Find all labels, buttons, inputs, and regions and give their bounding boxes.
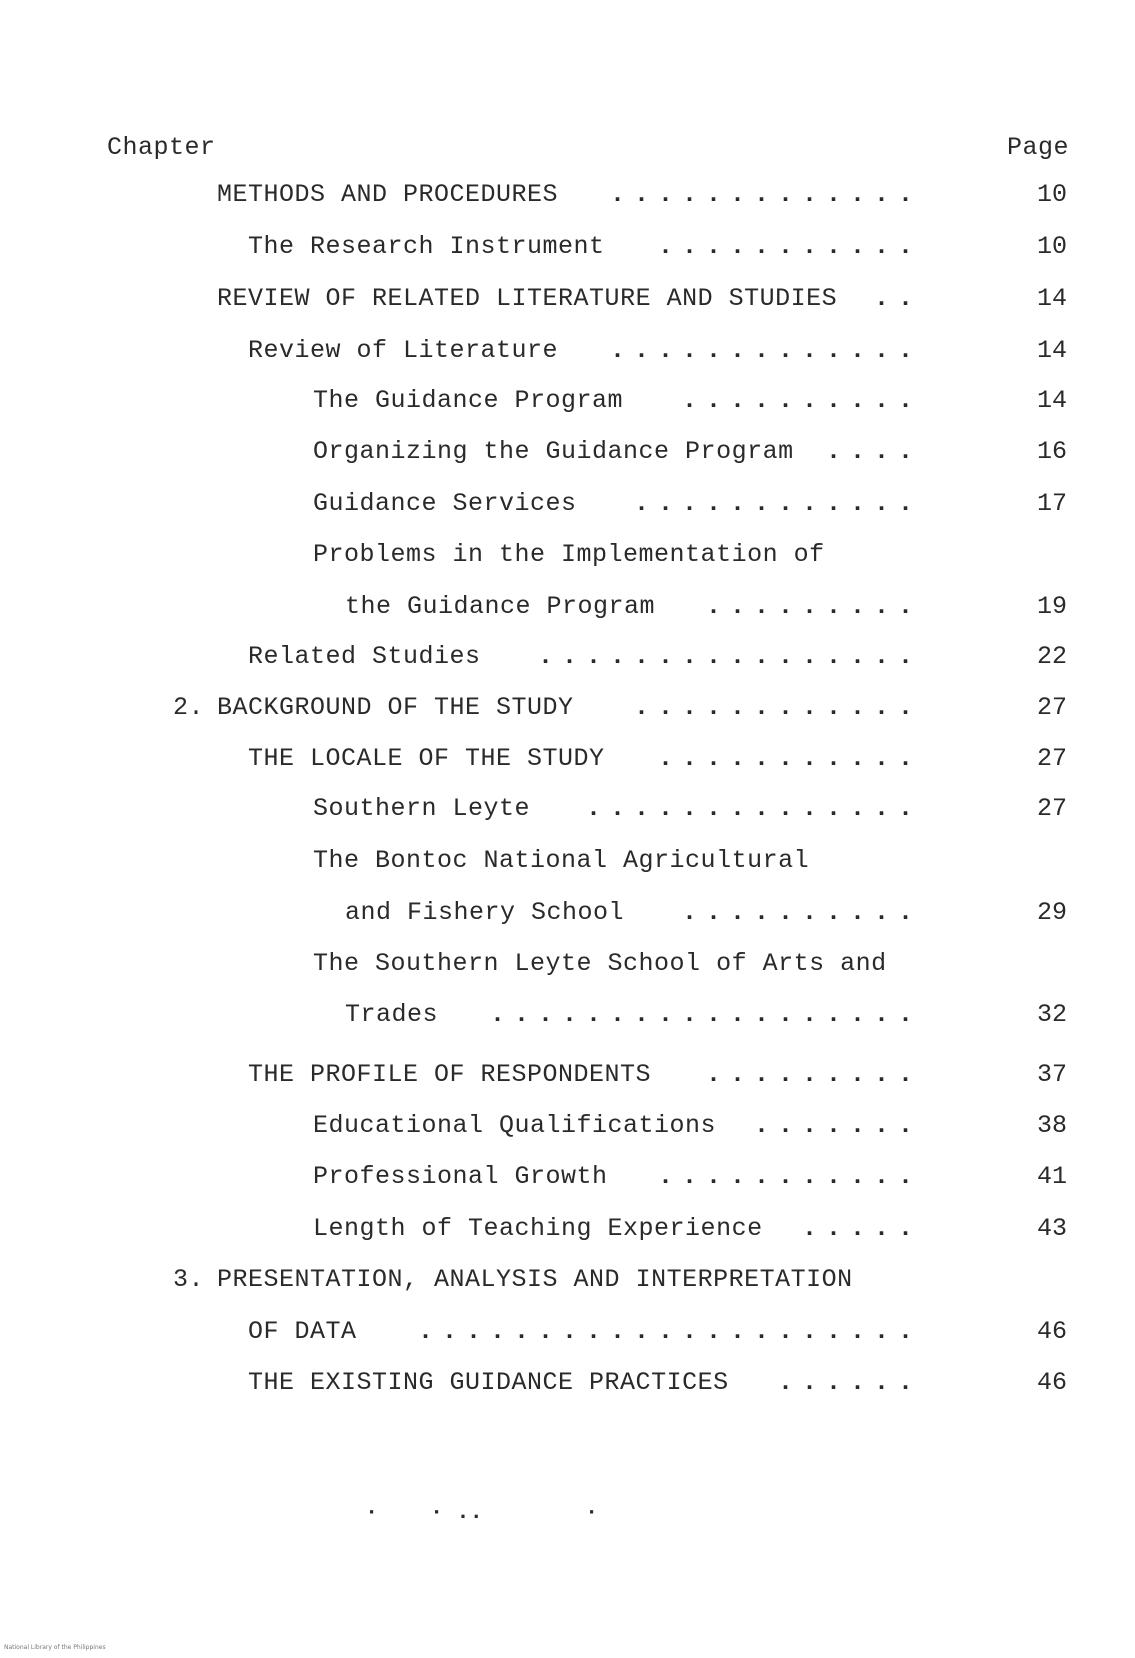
toc-entry <box>0 284 1135 314</box>
toc-title: The Research Instrument <box>248 232 605 261</box>
toc-entry <box>0 232 1135 262</box>
toc-entry <box>0 744 1135 774</box>
toc-title: BACKGROUND OF THE STUDY <box>217 693 574 722</box>
toc-title: The Guidance Program <box>313 386 624 415</box>
toc-entry <box>0 592 1135 622</box>
leader-dots: .......... <box>681 898 922 927</box>
toc-title: PRESENTATION, ANALYSIS AND INTERPRETATION <box>217 1265 853 1294</box>
toc-entry <box>0 1060 1135 1090</box>
toc-title: The Bontoc National Agricultural <box>313 846 810 875</box>
page-number: 38 <box>1036 1111 1067 1140</box>
decorative-specks: · <box>365 1500 379 1525</box>
page-number: 37 <box>1036 1060 1067 1089</box>
toc-entry <box>0 1162 1135 1192</box>
page-number: 46 <box>1036 1317 1067 1346</box>
leader-dots: ................ <box>537 642 922 671</box>
page-number: 27 <box>1036 693 1067 722</box>
page-number: 29 <box>1036 898 1067 927</box>
leader-dots: ............. <box>609 180 922 209</box>
page-number: 14 <box>1036 284 1067 313</box>
toc-entry <box>0 846 1135 876</box>
toc-entry <box>0 489 1135 519</box>
toc-entry <box>0 693 1135 723</box>
chapter-header: Chapter <box>107 133 216 162</box>
toc-entry <box>0 437 1135 467</box>
leader-dots: .... <box>825 437 922 466</box>
leader-dots: .......... <box>681 386 922 415</box>
toc-title: THE LOCALE OF THE STUDY <box>248 744 605 773</box>
decorative-specks: · .. <box>430 1500 483 1525</box>
toc-entry <box>0 386 1135 416</box>
leader-dots: ........... <box>657 232 922 261</box>
footer-watermark: National Library of the Philippines <box>4 1644 106 1651</box>
leader-dots: ......... <box>705 1060 922 1089</box>
leader-dots: ..................... <box>417 1317 922 1346</box>
toc-title: Guidance Services <box>313 489 577 518</box>
toc-entry <box>0 794 1135 824</box>
toc-title: Organizing the Guidance Program <box>313 437 794 466</box>
page-number: 10 <box>1036 232 1067 261</box>
toc-entry <box>0 1000 1135 1030</box>
leader-dots: ........... <box>657 1162 922 1191</box>
toc-title: Length of Teaching Experience <box>313 1214 763 1243</box>
page-number: 10 <box>1036 180 1067 209</box>
toc-entry <box>0 1317 1135 1347</box>
toc-entry <box>0 1368 1135 1398</box>
toc-title: THE EXISTING GUIDANCE PRACTICES <box>248 1368 729 1397</box>
page-number: 19 <box>1036 592 1067 621</box>
toc-entry <box>0 180 1135 210</box>
toc-title: the Guidance Program <box>345 592 656 621</box>
toc-title: Review of Literature <box>248 336 559 365</box>
toc-entry <box>0 898 1135 928</box>
toc-title: The Southern Leyte School of Arts and <box>313 949 887 978</box>
leader-dots: ........... <box>657 744 922 773</box>
page-number: 22 <box>1036 642 1067 671</box>
page-number: 41 <box>1036 1162 1067 1191</box>
leader-dots: ............ <box>633 693 922 722</box>
decorative-specks: · <box>585 1500 599 1525</box>
toc-title: Southern Leyte <box>313 794 531 823</box>
page-header: Page <box>1006 133 1069 162</box>
leader-dots: .. <box>873 284 922 313</box>
page-number: 32 <box>1036 1000 1067 1029</box>
toc-entry <box>0 949 1135 979</box>
page-number: 27 <box>1036 794 1067 823</box>
toc-entry <box>0 1265 1135 1295</box>
toc-title: THE PROFILE OF RESPONDENTS <box>248 1060 652 1089</box>
toc-entry <box>0 1111 1135 1141</box>
page-number: 43 <box>1036 1214 1067 1243</box>
toc-title: Related Studies <box>248 642 481 671</box>
toc-entry <box>0 1214 1135 1244</box>
toc-entry <box>0 642 1135 672</box>
leader-dots: ...... <box>777 1368 922 1397</box>
page-number: 17 <box>1036 489 1067 518</box>
toc-title: Educational Qualifications <box>313 1111 717 1140</box>
leader-dots: ..... <box>801 1214 922 1243</box>
toc-entry <box>0 540 1135 570</box>
toc-entry <box>0 336 1135 366</box>
leader-dots: ....... <box>753 1111 922 1140</box>
toc-title: REVIEW OF RELATED LITERATURE AND STUDIES <box>217 284 838 313</box>
leader-dots: .............. <box>585 794 922 823</box>
leader-dots: ............. <box>609 336 922 365</box>
toc-title: and Fishery School <box>345 898 625 927</box>
toc-title: METHODS AND PROCEDURES <box>217 180 559 209</box>
toc-title: Professional Growth <box>313 1162 608 1191</box>
leader-dots: ......... <box>705 592 922 621</box>
leader-dots: .................. <box>489 1000 922 1029</box>
toc-title: OF DATA <box>248 1317 357 1346</box>
page-number: 46 <box>1036 1368 1067 1397</box>
leader-dots: ............ <box>633 489 922 518</box>
toc-title: Problems in the Implementation of <box>313 540 825 569</box>
page-number: 14 <box>1036 336 1067 365</box>
chapter-number: 2. <box>173 693 205 722</box>
chapter-number: 3. <box>173 1265 205 1294</box>
page-number: 14 <box>1036 386 1067 415</box>
page-number: 16 <box>1036 437 1067 466</box>
page-number: 27 <box>1036 744 1067 773</box>
toc-title: Trades <box>345 1000 439 1029</box>
